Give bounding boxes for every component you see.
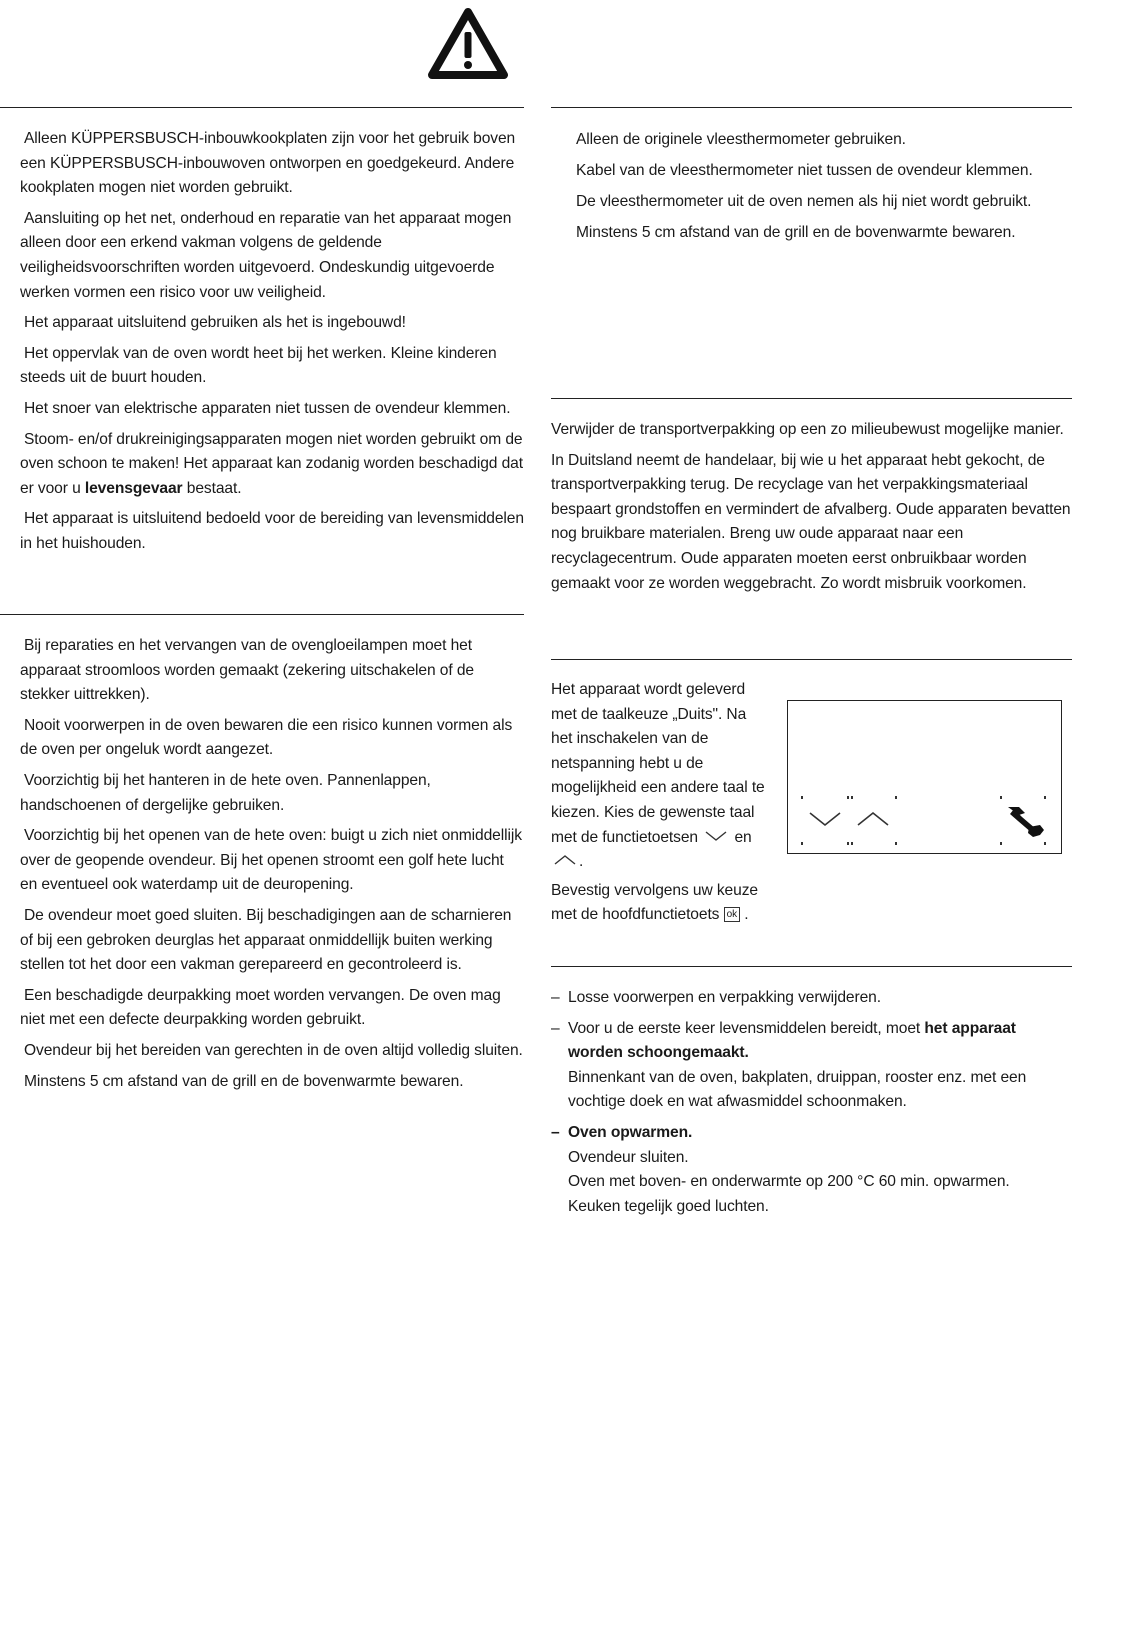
emphasis: Oven opwarmen. (568, 1123, 693, 1141)
section-divider (551, 107, 1072, 108)
paragraph: Het apparaat wordt geleverd met de taalkeuze „Duits". Na het inschakelen van de netspanning hebt u de mogelijkheid een andere taal te kiezen. Kies de gewenste taal met de functietoetsen en . (551, 681, 765, 871)
display-screen (788, 701, 1061, 853)
safety-section-general (20, 127, 524, 563)
paragraph: Voorzichtig bij het hanteren in de hete oven. Pannenlappen, handschoenen of dergelijke gebruiken. (20, 771, 431, 814)
paragraph: Het snoer van elektrische apparaten niet tussen de ovendeur klemmen. (24, 399, 511, 417)
paragraph: Het apparaat is uitsluitend bedoeld voor de bereiding van levensmiddelen in het huishouden. (20, 510, 524, 552)
list-item-detail: Keuken tegelijk goed luchten. (568, 1197, 769, 1215)
paragraph: Het oppervlak van de oven wordt heet bij het werken. Kleine kinderen steeds uit de buurt houden. (20, 344, 497, 387)
language-selection-section (551, 678, 767, 932)
emphasis: het apparaat worden schoongemaakt. (568, 1019, 1016, 1062)
section-divider (551, 398, 1072, 399)
list-item-detail: Binnenkant van de oven, bakplaten, druippan, rooster enz. met een vochtige doek en wat afwasmiddel schoonmaken. (568, 1068, 1027, 1111)
list-item: – Oven opwarmen. Ovendeur sluiten. Oven met boven- en onderwarmte op 200 °C 60 min. opwarmen. Keuken tegelijk goed luchten. (551, 1121, 1072, 1219)
emphasis: levensgevaar (84, 479, 183, 497)
paragraph: Kabel van de vleesthermometer niet tussen de ovendeur klemmen. (576, 162, 1033, 179)
wrench-icon (1008, 807, 1044, 837)
safety-section-use (20, 634, 524, 1100)
list-item-detail: Oven met boven- en onderwarmte op 200 °C 60 min. opwarmen. (568, 1173, 1010, 1191)
section-divider (551, 966, 1072, 967)
paragraph: Aansluiting op het net, onderhoud en reparatie van het apparaat mogen alleen door een erkend vakman volgens de geldende veiligheidsvoorschriften worden uitgevoerd. Ondeskundig uitgevoerde werken vormen een risico voor uw veiligheid. (20, 209, 512, 301)
paragraph: De vleesthermometer uit de oven nemen als hij niet wordt gebruikt. (576, 193, 1032, 210)
paragraph: Bij reparaties en het vervangen van de ovengloeilampen moet het apparaat stroomloos worden gemaakt (zekering uitschakelen of de stekker uittrekken). (20, 637, 474, 704)
section-divider (551, 659, 1072, 660)
paragraph: Voorzichtig bij het openen van de hete oven: buigt u zich niet onmiddellijk over de geopende ovendeur. Bij het openen stroomt een golf hete lucht en eventueel ook waterdamp uit de deuropening. (20, 827, 522, 894)
list-item: – Voor u de eerste keer levensmiddelen bereidt, moet het apparaat worden schoongemaakt. Binnenkant van de oven, bakplaten, druippan, rooster enz. met een vochtige doek en wat afwasmiddel schoonmaken. (551, 1017, 1072, 1115)
chevron-up-icon (551, 852, 579, 868)
section-divider (0, 107, 524, 108)
control-display-illustration (787, 700, 1062, 854)
paragraph: In Duitsland neemt de handelaar, bij wie u het apparaat hebt gekocht, de transportverpakking terug. De recyclage van het verpakkingsmateriaal bespaart grondstoffen en vermindert de afvalberg. Oude apparaten bevatten nog bruikbare materialen. Breng uw oude apparaat naar een recyclagecentrum. Oude apparaten moeten eerst onbruikbaar worden gemaakt voor ze worden weggebracht. Zo wordt misbruik voorkomen. (551, 451, 1071, 592)
paragraph: Een beschadigde deurpakking moet worden vervangen. De oven mag niet met een defecte deurpakking worden gebruikt. (20, 986, 501, 1029)
paragraph: Verwijder de transportverpakking op een zo milieubewust mogelijke manier. (551, 421, 1064, 438)
list-item-detail: Ovendeur sluiten. (568, 1148, 689, 1166)
chevron-down-icon (702, 828, 730, 844)
packaging-disposal-section (551, 418, 1072, 602)
meat-thermometer-section (572, 127, 1072, 251)
paragraph: Bevestig vervolgens uw keuze met de hoofdfunctietoets ok . (551, 881, 758, 924)
paragraph: Het apparaat uitsluitend gebruiken als het is ingebouwd! (24, 314, 406, 332)
paragraph: Alleen de originele vleesthermometer gebruiken. (576, 131, 906, 148)
paragraph: De ovendeur moet goed sluiten. Bij beschadigingen aan de scharnieren of bij een gebroken deurglas het apparaat onmiddellijk buiten werking stellen tot het door een vakman gerepareerd en gecontroleerd is. (20, 906, 512, 974)
chevron-up-icon (858, 813, 888, 825)
paragraph: Nooit voorwerpen in de oven bewaren die een risico kunnen vormen als de oven per ongeluk wordt aangezet. (20, 716, 513, 759)
chevron-down-icon (810, 813, 840, 825)
warning-triangle-icon (427, 6, 509, 80)
paragraph: Alleen KÜPPERSBUSCH-inbouwkookplaten zijn voor het gebruik boven een KÜPPERSBUSCH-inbouwoven ontworpen en goedgekeurd. Andere kookplaten mogen niet worden gebruikt. (20, 130, 516, 197)
paragraph: Ovendeur bij het bereiden van gerechten in de oven altijd volledig sluiten. (24, 1041, 523, 1059)
paragraph: Stoom- en/of drukreinigingsapparaten mogen niet worden gebruikt om de oven schoon te maken! Het apparaat kan zodanig worden beschadigd dat er voor u levensgevaar bestaat. (20, 430, 523, 497)
first-use-section (551, 986, 1072, 1225)
ok-key-icon: ok (724, 907, 740, 922)
first-use-list (551, 986, 1072, 1219)
list-item: – Losse voorwerpen en verpakking verwijderen. (551, 989, 881, 1006)
paragraph: Minstens 5 cm afstand van de grill en de bovenwarmte bewaren. (24, 1072, 464, 1090)
section-divider (0, 614, 524, 615)
paragraph: Minstens 5 cm afstand van de grill en de bovenwarmte bewaren. (576, 224, 1016, 241)
